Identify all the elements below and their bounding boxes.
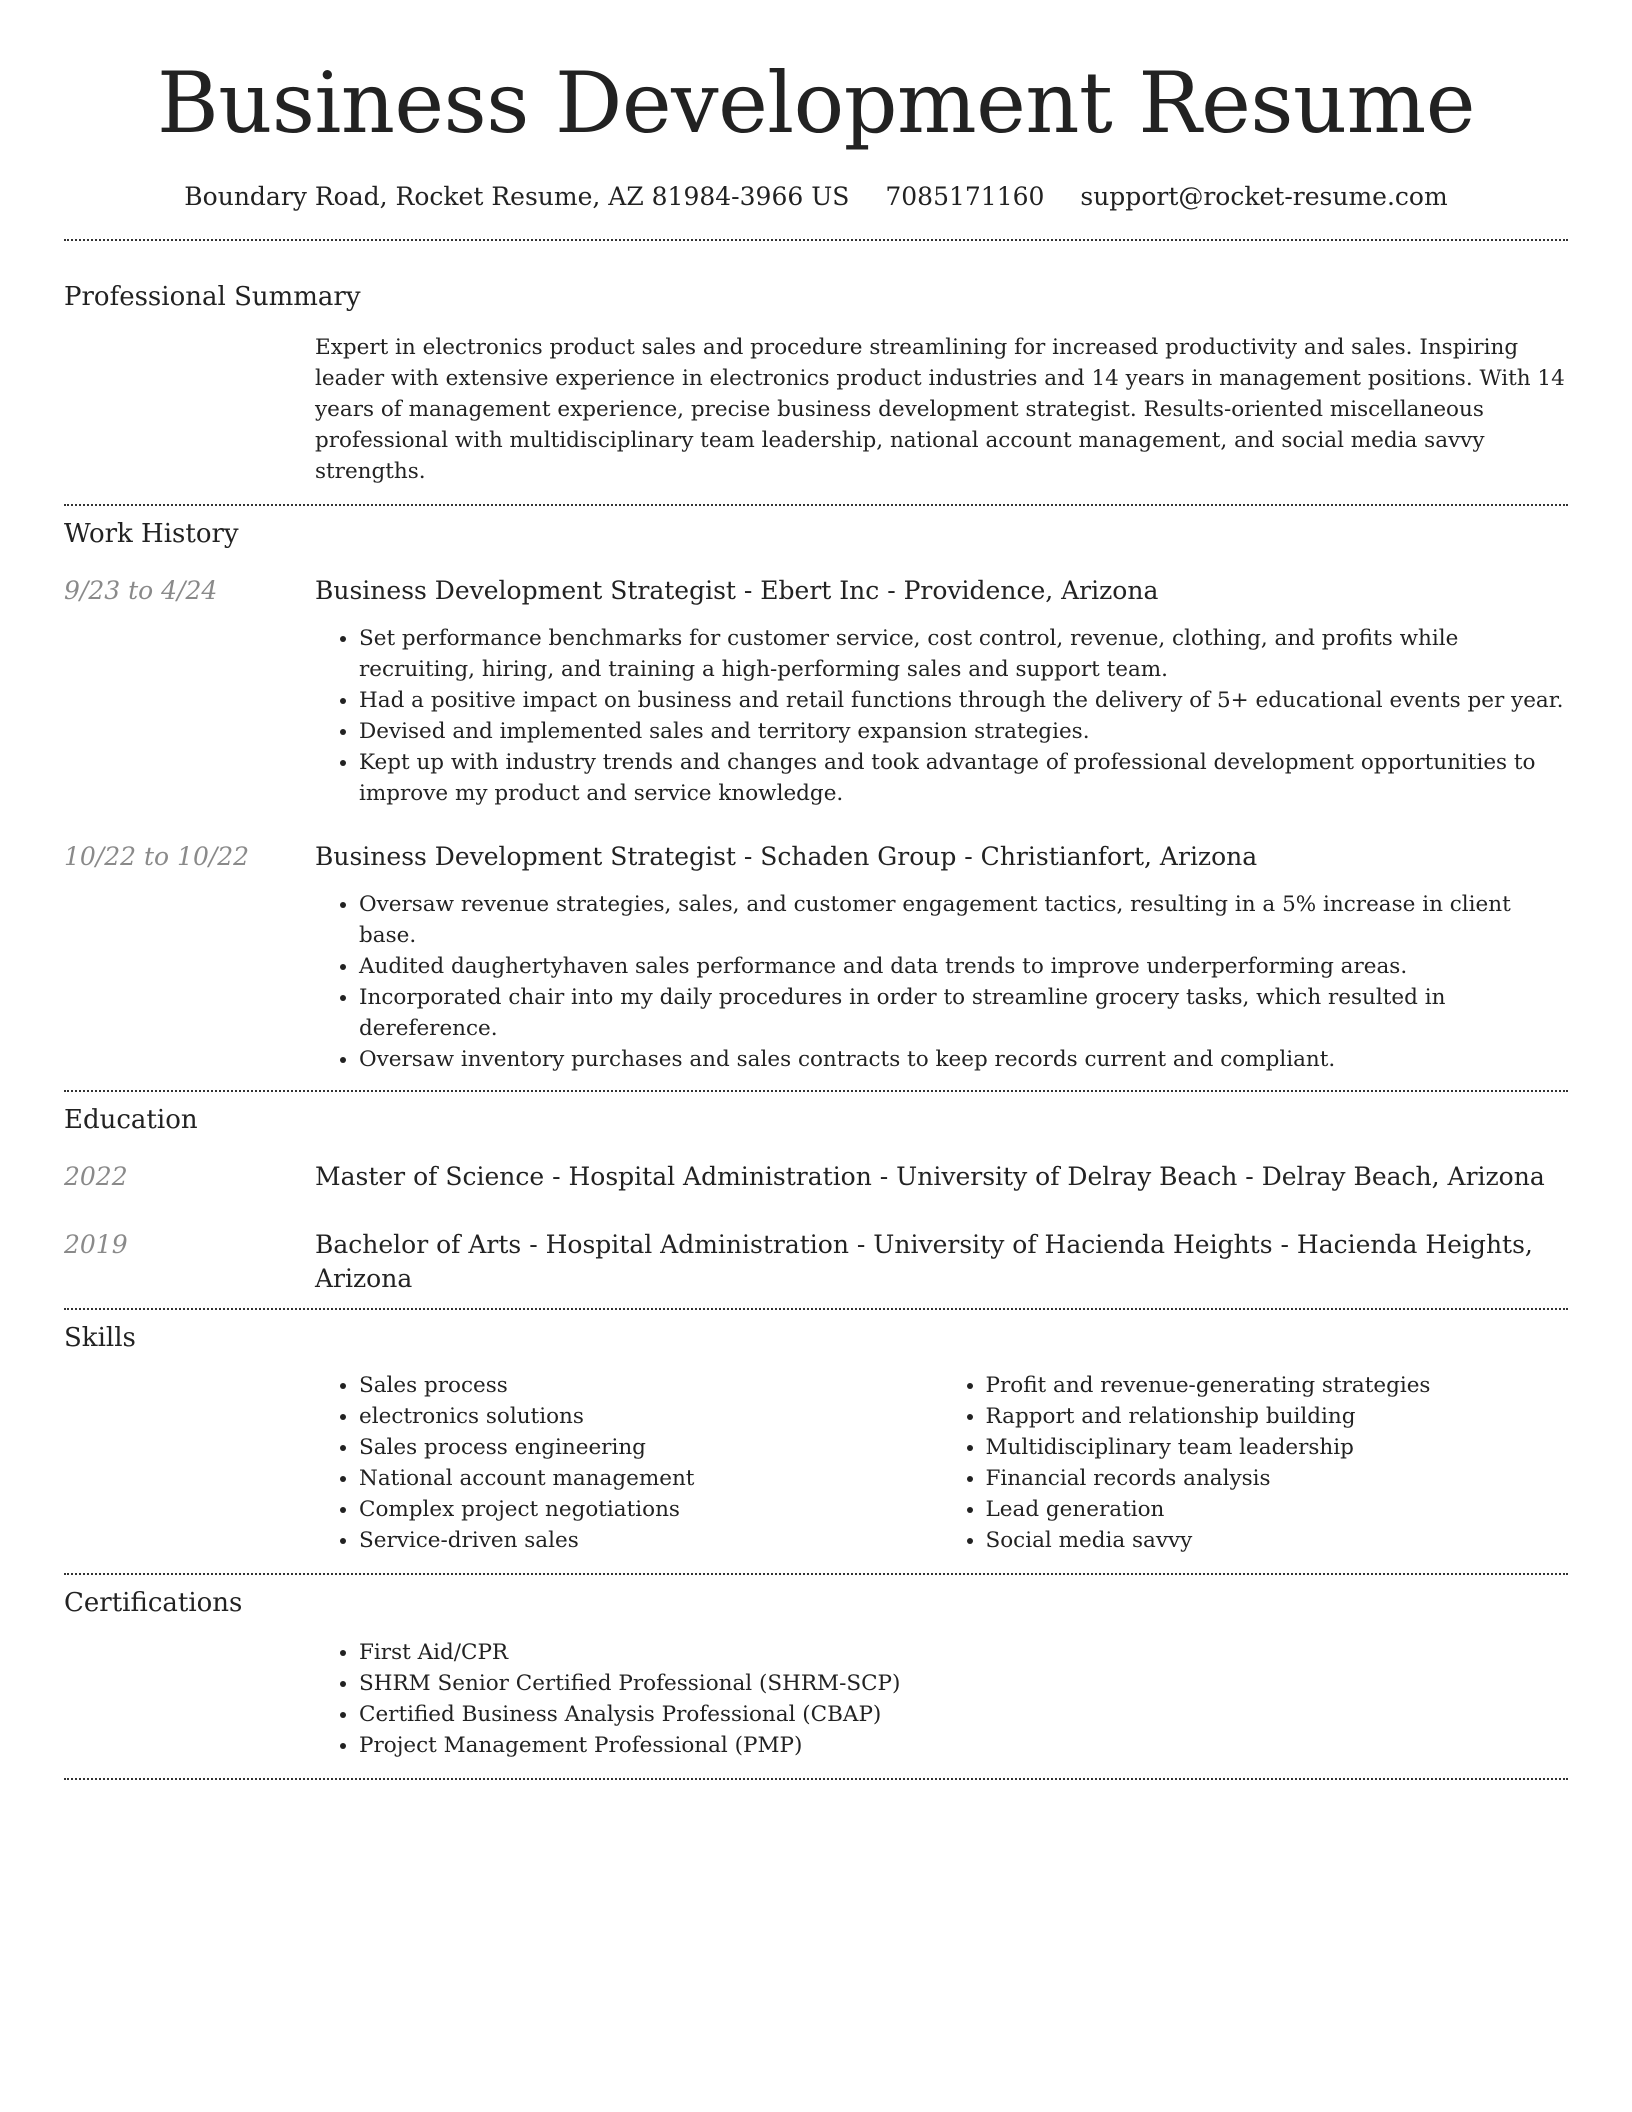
divider: [64, 1778, 1568, 1780]
divider: [64, 239, 1568, 241]
list-item: • Profit and revenue-generating strategies: [986, 1370, 1569, 1401]
job-bullets: [315, 889, 1568, 1075]
degree: Bachelor of Arts - Hospital Administration: [315, 1230, 849, 1259]
job-title: Business Development Strategist - Ebert Inc - Providence, Arizona: [315, 576, 1159, 605]
education-entry: [64, 1228, 1568, 1296]
section-heading-skills: Skills: [64, 1323, 136, 1353]
list-item: • Sales process engineering: [359, 1432, 942, 1463]
phone: 7085171160: [885, 182, 1045, 211]
job-entry: [64, 840, 1568, 1075]
list-item: • Oversaw inventory purchases and sales contracts to keep records current and compliant.: [359, 1044, 1568, 1075]
list-item: • Incorporated chair into my daily procedures in order to streamline grocery tasks, which resulted in dereference.: [359, 982, 1568, 1044]
skills-column-left: [315, 1370, 942, 1556]
list-item: • Service-driven sales: [359, 1525, 942, 1556]
list-item: • Oversaw revenue strategies, sales, and customer engagement tactics, resulting in a 5% increase in client base.: [359, 889, 1568, 951]
education-year: 2022: [64, 1162, 128, 1191]
list-item: • Had a positive impact on business and retail functions through the delivery of 5+ educational events per year.: [359, 685, 1568, 716]
list-item: • Certified Business Analysis Professional (CBAP): [359, 1699, 1568, 1730]
section-heading-work: Work History: [64, 519, 239, 549]
divider: [64, 1308, 1568, 1310]
job-title: Business Development Strategist - Schaden Group - Christianfort, Arizona: [315, 842, 1258, 871]
school: - University of Delray Beach - Delray Beach, Arizona: [871, 1162, 1545, 1191]
list-item: • Social media savvy: [986, 1525, 1569, 1556]
list-item: • Sales process: [359, 1370, 942, 1401]
email: support@rocket-resume.com: [1080, 182, 1448, 211]
address: Boundary Road, Rocket Resume, AZ 81984-3966 US: [184, 182, 850, 211]
list-item: • Rapport and relationship building: [986, 1401, 1569, 1432]
list-item: • Kept up with industry trends and changes and took advantage of professional development opportunities to improve my product and service knowledge.: [359, 747, 1568, 809]
divider: [64, 1573, 1568, 1575]
list-item: • Set performance benchmarks for customer service, cost control, revenue, clothing, and profits while recruiting, hiring, and training a high-performing sales and support team.: [359, 623, 1568, 685]
page-title: Business Development Resume: [157, 54, 1475, 152]
summary-text: Expert in electronics product sales and procedure streamlining for increased productivity and sales. Inspiring leader with extensive experience in electronics product industries and 14 years in management positions. With 14 years of management experience, precise business development strategist. Results-oriented miscellaneous professional with multidisciplinary team leadership, national account management, and social media savvy strengths.: [315, 335, 1565, 484]
list-item: • National account management: [359, 1463, 942, 1494]
school: - University of Hacienda Heights - Hacienda Heights, Arizona: [315, 1230, 1533, 1293]
divider: [64, 1090, 1568, 1092]
job-dates: 9/23 to 4/24: [64, 576, 218, 605]
list-item: • SHRM Senior Certified Professional (SHRM-SCP): [359, 1668, 1568, 1699]
certifications-list: [315, 1637, 1568, 1761]
list-item: • Audited daughertyhaven sales performance and data trends to improve underperforming areas.: [359, 951, 1568, 982]
list-item: • Financial records analysis: [986, 1463, 1569, 1494]
skills-list: [315, 1370, 1568, 1556]
education-year: 2019: [64, 1230, 128, 1259]
divider: [64, 504, 1568, 506]
section-heading-summary: Professional Summary: [64, 282, 361, 312]
resume-page: [64, 0, 1568, 1780]
section-heading-certifications: Certifications: [64, 1588, 243, 1618]
job-dates: 10/22 to 10/22: [64, 842, 250, 871]
contact-line: [64, 180, 1568, 214]
section-heading-education: Education: [64, 1105, 198, 1135]
list-item: • Complex project negotiations: [359, 1494, 942, 1525]
list-item: • Project Management Professional (PMP): [359, 1730, 1568, 1761]
job-bullets: [315, 623, 1568, 809]
list-item: • electronics solutions: [359, 1401, 942, 1432]
list-item: • Devised and implemented sales and territory expansion strategies.: [359, 716, 1568, 747]
education-entry: [64, 1160, 1568, 1194]
list-item: • Multidisciplinary team leadership: [986, 1432, 1569, 1463]
skills-column-right: [942, 1370, 1569, 1556]
job-entry: [64, 574, 1568, 809]
list-item: • Lead generation: [986, 1494, 1569, 1525]
list-item: • First Aid/CPR: [359, 1637, 1568, 1668]
degree: Master of Science - Hospital Administration: [315, 1162, 872, 1191]
